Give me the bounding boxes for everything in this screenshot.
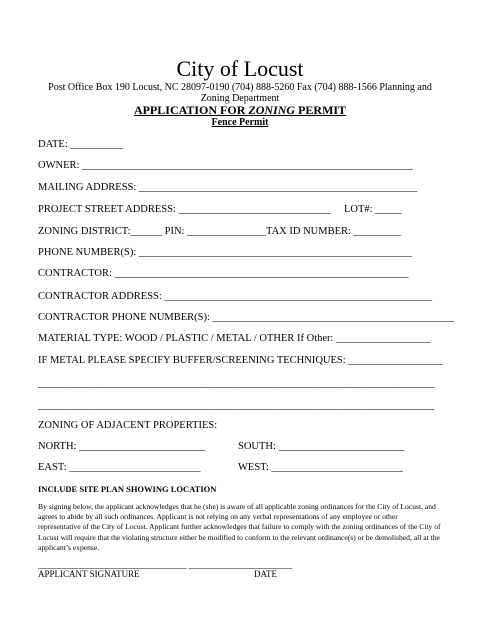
metal-buffer-field[interactable]: IF METAL PLEASE SPECIFY BUFFER/SCREENING TECHNIQUES: __________________ xyxy=(38,355,443,366)
app-title-italic: ZONING xyxy=(248,103,296,117)
owner-field[interactable]: OWNER: _______________________________________________________________ xyxy=(38,160,413,171)
west-field[interactable]: WEST: _________________________ xyxy=(238,462,403,473)
applicant-signature-label: APPLICANT SIGNATURE xyxy=(38,569,140,579)
app-title-prefix: APPLICATION FOR xyxy=(133,103,249,117)
material-type-field[interactable]: MATERIAL TYPE: WOOD / PLASTIC / METAL / OTHER If Other: __________________ xyxy=(38,333,431,344)
project-address-field[interactable]: PROJECT STREET ADDRESS: _____________________________ xyxy=(38,204,331,215)
signature-line[interactable]: _________________________________ _______________________ xyxy=(38,560,293,570)
contractor-address-field[interactable]: CONTRACTOR ADDRESS: ___________________________________________________ xyxy=(38,291,433,302)
blank-line-2[interactable]: ________________________________________________________________________________ xyxy=(38,400,435,411)
contractor-field[interactable]: CONTRACTOR: ________________________________________________________ xyxy=(38,268,409,279)
blank-line-1[interactable]: ________________________________________________________________________________ xyxy=(38,378,435,389)
date-label: DATE xyxy=(254,569,277,579)
tax-id-field[interactable]: TAX ID NUMBER: _________ xyxy=(266,226,401,237)
date-field[interactable]: DATE: __________ xyxy=(38,139,123,150)
acknowledgement-paragraph: By signing below, the applicant acknowledges that he (she) is aware of all applicable zoning ordinances for the City of Locust, and agrees to abide by all such ordinances. Applicant is not relying on any verbal representations of any employee or other representative of the City of Locust. Applicant further acknowledges that failure to comply with the zoning ordinances of the City of Locust will require that the violating structure either be modified to conform to the relevant ordinance(s) or be demolished, all at the applicant’s expense. xyxy=(38,502,441,552)
east-field[interactable]: EAST: _________________________ xyxy=(38,462,201,473)
page-title: City of Locust xyxy=(176,56,304,81)
north-field[interactable]: NORTH: ________________________ xyxy=(38,441,206,452)
phone-field[interactable]: PHONE NUMBER(S): ____________________________________________________ xyxy=(38,247,412,258)
south-field[interactable]: SOUTH: ________________________ xyxy=(238,441,405,452)
lot-field[interactable]: LOT#: _____ xyxy=(344,204,402,215)
permit-subtitle: Fence Permit xyxy=(211,117,269,128)
contractor-phone-field[interactable]: CONTRACTOR PHONE NUMBER(S): ______________________________________________ xyxy=(38,312,455,323)
app-title-suffix: PERMIT xyxy=(295,103,347,117)
application-title xyxy=(0,103,480,117)
address-block: Post Office Box 190 Locust, NC 28097-0190 (704) 888-5260 Fax (704) 888-1566 Planning and Zoning Department xyxy=(48,82,432,104)
mailing-address-field[interactable]: MAILING ADDRESS: _____________________________________________________ xyxy=(38,182,418,193)
adjacent-properties-heading: ZONING OF ADJACENT PROPERTIES: xyxy=(38,420,218,431)
site-plan-notice: INCLUDE SITE PLAN SHOWING LOCATION xyxy=(38,484,217,494)
zoning-pin-field[interactable]: ZONING DISTRICT:______ PIN: _______________ xyxy=(38,226,266,237)
